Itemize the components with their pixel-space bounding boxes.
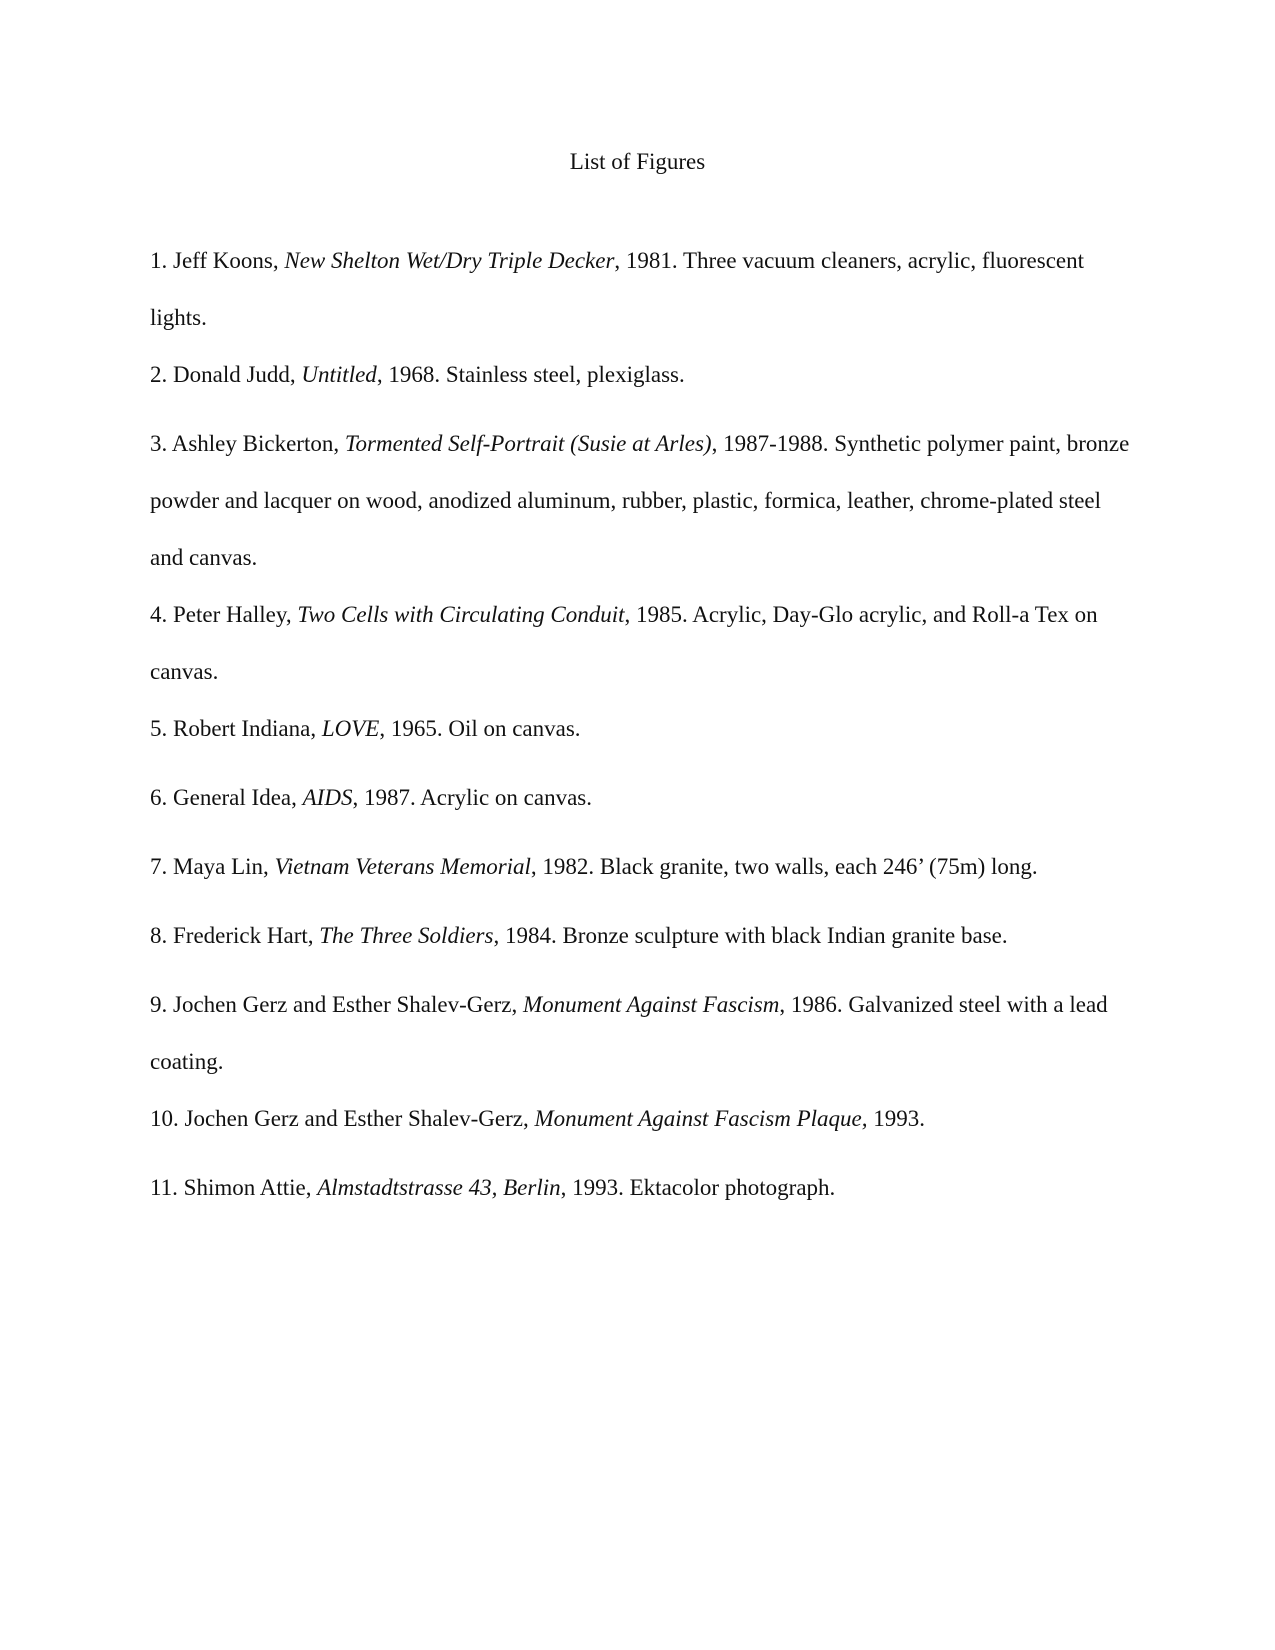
figure-work-title: Untitled: [301, 362, 377, 387]
figure-number: 6.: [150, 785, 168, 810]
figure-entry-4: [150, 586, 1130, 700]
figure-number: 9.: [150, 992, 168, 1017]
figure-artist: Peter Halley,: [173, 602, 292, 627]
figure-work-title: The Three Soldiers: [319, 923, 494, 948]
figure-details: , 1968. Stainless steel, plexiglass.: [376, 362, 685, 387]
figure-details: , 1993. Ektacolor photograph.: [560, 1175, 836, 1200]
figure-entry-3: [150, 415, 1130, 586]
figure-artist: Shimon Attie,: [183, 1175, 312, 1200]
figure-details: , 1986. Galvanized steel with a lead coating.: [150, 992, 1108, 1074]
figure-details: , 1987. Acrylic on canvas.: [352, 785, 592, 810]
figure-entry-2: [150, 346, 1130, 403]
figure-number: 1.: [150, 248, 168, 273]
figure-entry-9: [150, 976, 1130, 1090]
figure-artist: Jochen Gerz and Esther Shalev-Gerz,: [173, 992, 518, 1017]
figure-number: 10.: [150, 1106, 179, 1131]
figure-details: , 1985. Acrylic, Day-Glo acrylic, and Roll-a Tex on canvas.: [150, 602, 1098, 684]
figure-number: 3.: [150, 431, 168, 456]
figure-details: , 1984. Bronze sculpture with black Indian granite base.: [493, 923, 1008, 948]
figure-artist: Robert Indiana,: [173, 716, 317, 741]
figure-details: 1993.: [867, 1106, 926, 1131]
figure-number: 7.: [150, 854, 168, 879]
figure-work-title: New Shelton Wet/Dry Triple Decker: [284, 248, 615, 273]
figure-artist: Maya Lin,: [173, 854, 269, 879]
figure-artist: Frederick Hart,: [173, 923, 314, 948]
figure-entry-10: [150, 1090, 1130, 1147]
figure-entry-8: [150, 907, 1130, 964]
figure-work-title: Monument Against Fascism Plaque,: [534, 1106, 868, 1131]
figure-details: , 1965. Oil on canvas.: [379, 716, 581, 741]
figure-work-title: AIDS: [302, 785, 353, 810]
figure-list: [150, 232, 1130, 1228]
figure-work-title: Monument Against Fascism: [522, 992, 780, 1017]
figure-number: 5.: [150, 716, 168, 741]
figure-number: 11.: [150, 1175, 178, 1200]
figure-number: 2.: [150, 362, 168, 387]
figure-entry-11: [150, 1159, 1130, 1216]
figure-work-title: LOVE: [321, 716, 380, 741]
figure-number: 8.: [150, 923, 168, 948]
figure-details: , 1982. Black granite, two walls, each 246’ (75m) long.: [530, 854, 1038, 879]
figure-entry-7: [150, 838, 1130, 895]
figure-work-title: Two Cells with Circulating Conduit: [297, 602, 625, 627]
figure-entry-6: [150, 769, 1130, 826]
figure-details: , 1981. Three vacuum cleaners, acrylic, fluorescent lights.: [150, 248, 1085, 330]
figure-entry-5: [150, 700, 1130, 757]
page-title: List of Figures: [569, 149, 706, 174]
figure-artist: Donald Judd,: [173, 362, 296, 387]
figure-number: 4.: [150, 602, 168, 627]
figure-entry-1: [150, 232, 1130, 346]
figure-details: , 1987-1988. Synthetic polymer paint, bronze powder and lacquer on wood, anodized aluminum, rubber, plastic, formica, leather, chrome-plated steel and canvas.: [150, 431, 1130, 570]
figure-artist: Jochen Gerz and Esther Shalev-Gerz,: [184, 1106, 529, 1131]
figure-work-title: Tormented Self-Portrait (Susie at Arles): [344, 431, 712, 456]
figure-artist: Jeff Koons,: [173, 248, 279, 273]
figure-artist: General Idea,: [173, 785, 297, 810]
figure-work-title: Vietnam Veterans Memorial: [274, 854, 531, 879]
figure-work-title: Almstadtstrasse 43, Berlin: [317, 1175, 561, 1200]
figure-artist: Ashley Bickerton,: [171, 431, 340, 456]
